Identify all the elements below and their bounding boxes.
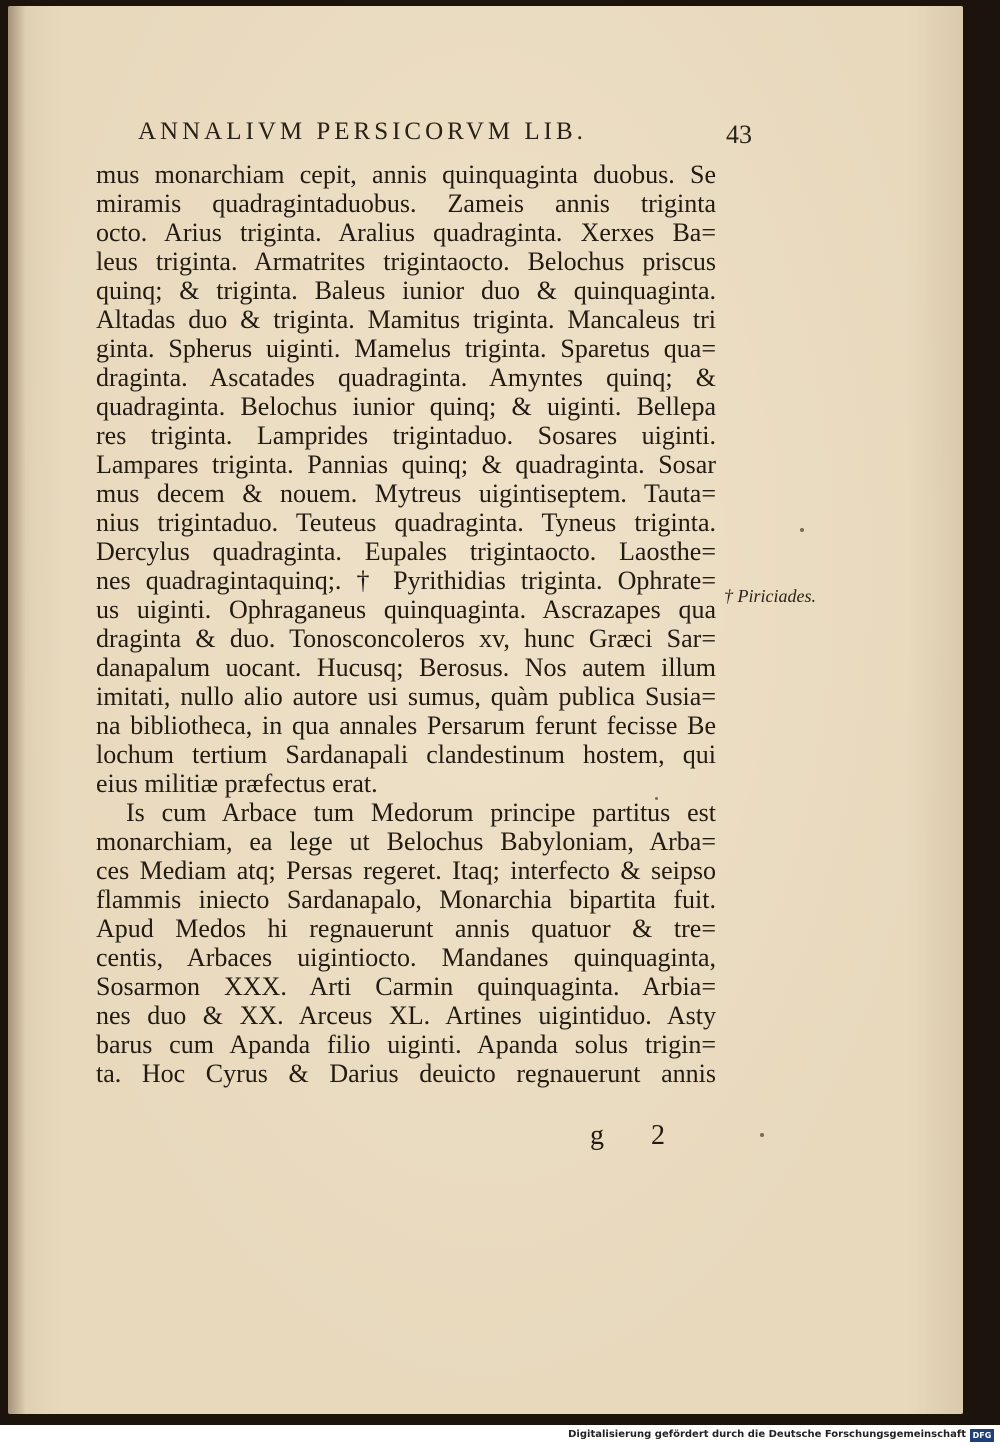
text-line: ces Mediam atq; Persas regeret. Itaq; interfecto & seipso: [96, 856, 716, 885]
text-line: Sosarmon XXX. Arti Carmin quinquaginta. Arbia=: [96, 972, 716, 1001]
text-line: leus triginta. Armatrites trigintaocto. Belochus priscus: [96, 247, 716, 276]
text-line: barus cum Apanda filio uiginti. Apanda solus trigin=: [96, 1030, 716, 1059]
text-line: imitati, nullo alio autore usi sumus, quàm publica Susia=: [96, 682, 716, 711]
text-line: Lampares triginta. Pannias quinq; & quadraginta. Sosar: [96, 450, 716, 479]
text-line: monarchiam, ea lege ut Belochus Babyloniam, Arba=: [96, 827, 716, 856]
text-line: lochum tertium Sardanapali clandestinum hostem, qui: [96, 740, 716, 769]
marginal-note: † Piriciades.: [724, 586, 816, 606]
text-line: nes quadragintaquinq;. † Pyrithidias triginta. Ophrate=: [96, 566, 716, 595]
text-line: nius trigintaduo. Teuteus quadraginta. Tyneus triginta.: [96, 508, 716, 537]
spine-shadow: [8, 6, 26, 1414]
text-line: res triginta. Lamprides trigintaduo. Sosares uiginti.: [96, 421, 716, 450]
text-line: draginta & duo. Tonosconcoleros xv, hunc Græci Sar=: [96, 624, 716, 653]
main-text-block: [96, 160, 716, 1088]
text-line: draginta. Ascatades quadraginta. Amyntes quinq; &: [96, 363, 716, 392]
signature-mark: g 2: [590, 1120, 685, 1151]
text-line: Altadas duo & triginta. Mamitus triginta. Mancaleus tri: [96, 305, 716, 334]
text-line: mus monarchiam cepit, annis quinquaginta duobus. Se: [96, 160, 716, 189]
text-line: centis, Arbaces uigintiocto. Mandanes quinquaginta,: [96, 943, 716, 972]
paper-speck: [800, 528, 804, 532]
page-number: 43: [726, 120, 752, 149]
text-line: ta. Hoc Cyrus & Darius deuicto regnauerunt annis: [96, 1059, 716, 1088]
paragraph-start-line: Is cum Arbace tum Medorum principe partitus est: [126, 798, 716, 827]
paper-speck: [760, 1133, 764, 1137]
text-line: ginta. Spherus uiginti. Mamelus triginta. Sparetus qua=: [96, 334, 716, 363]
text-line: quinq; & triginta. Baleus iunior duo & quinquaginta.: [96, 276, 716, 305]
text-line: mus decem & nouem. Mytreus uigintiseptem. Tauta=: [96, 479, 716, 508]
text-line: miramis quadragintaduobus. Zameis annis triginta: [96, 189, 716, 218]
text-line: quadraginta. Belochus iunior quinq; & uiginti. Bellepa: [96, 392, 716, 421]
text-line: us uiginti. Ophraganeus quinquaginta. Ascrazapes qua: [96, 595, 716, 624]
text-line: Dercylus quadraginta. Eupales trigintaocto. Laosthe=: [96, 537, 716, 566]
footer-credit: Digitalisierung gefördert durch die Deutsche Forschungsgemeinschaft: [568, 1429, 966, 1440]
text-line: Apud Medos hi regnauerunt annis quatuor & tre=: [96, 914, 716, 943]
text-line: octo. Arius triginta. Aralius quadraginta. Xerxes Ba=: [96, 218, 716, 247]
text-line: flammis iniecto Sardanapalo, Monarchia bipartita fuit.: [96, 885, 716, 914]
text-line: eius militiæ præfectus erat.: [96, 769, 378, 798]
text-line: na bibliotheca, in qua annales Persarum ferunt fecisse Be: [96, 711, 716, 740]
text-line: nes duo & XX. Arceus XL. Artines uigintiduo. Asty: [96, 1001, 716, 1030]
dfg-logo-icon: DFG: [970, 1429, 994, 1442]
running-title: ANNALIVM PERSICORVM LIB.: [138, 118, 587, 145]
text-line: danapalum uocant. Hucusq; Berosus. Nos autem illum: [96, 653, 716, 682]
